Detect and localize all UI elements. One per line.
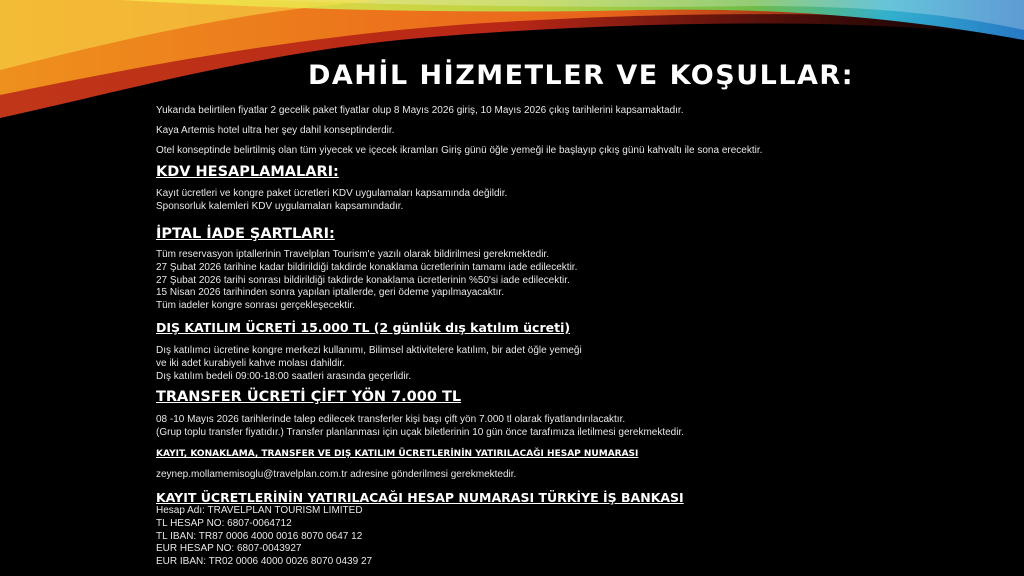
kdv-heading: KDV HESAPLAMALARI: <box>156 164 339 180</box>
banka-eur-iban: EUR IBAN: TR02 0006 4000 0026 8070 0439 27 <box>156 556 373 568</box>
iptal-line: Tüm iadeler kongre sonrası gerçekleşecektir. <box>156 300 355 312</box>
kdv-line: Sponsorluk kalemleri KDV uygulamaları kapsamındadır. <box>156 200 404 212</box>
yatirim-email-text: zeynep.mollamemisoglu@travelplan.com.tr adresine gönderilmesi gerekmektedir. <box>156 469 517 480</box>
yatirim-heading: KAYIT, KONAKLAMA, TRANSFER VE DIŞ KATILIM ÜCRETLERİNİN YATIRILACAĞI HESAP NUMARASI <box>156 449 639 459</box>
banka-details <box>156 505 372 569</box>
transfer-text <box>156 414 684 440</box>
banka-tl-iban: TL IBAN: TR87 0006 4000 0016 8070 0647 12 <box>156 530 363 542</box>
iptal-line: Tüm reservasyon iptallerinin Travelplan Tourism'e yazılı olarak bildirilmesi gerekmektedir. <box>156 249 549 260</box>
banka-tl-hesap-no: TL HESAP NO: 6807-0064712 <box>156 517 292 529</box>
transfer-line: (Grup toplu transfer fiyatıdır.) Transfer planlanması için uçak biletlerinin 10 gün önce tarafımıza iletilmesi gerekmektedir. <box>156 426 685 438</box>
iptal-text <box>156 249 577 313</box>
intro-paragraph-3: Otel konseptinde belirtilmiş olan tüm yiyecek ve içecek ikramları Giriş günü öğle yemeği ile başlayıp çıkış günü kahvaltı ile sona erecektir. <box>156 145 763 156</box>
banka-hesap-adi: Hesap Adı: TRAVELPLAN TOURISM LIMITED <box>156 505 363 516</box>
iptal-line: 27 Şubat 2026 tarihine kadar bildirildiği takdirde konaklama ücretlerinin tamamı iade edilecektir. <box>156 261 578 273</box>
dis-katilim-heading: DIŞ KATILIM ÜCRETİ 15.000 TL (2 günlük dış katılım ücreti) <box>156 320 571 335</box>
banka-eur-hesap-no: EUR HESAP NO: 6807-0043927 <box>156 543 302 555</box>
intro-paragraph-1: Yukarıda belirtilen fiyatlar 2 gecelik paket fiyatlar olup 8 Mayıs 2026 giriş, 10 Mayıs 2026 çıkış tarihlerini kapsamaktadır. <box>156 105 684 116</box>
iptal-line: 27 Şubat 2026 tarihi sonrası bildirildiği takdirde konaklama ücretlerinin %50'si iade edilecektir. <box>156 274 570 286</box>
dis-katilim-line: Dış katılımcı ücretine kongre merkezi kullanımı, Bilimsel aktivitelere katılım, bir adet öğle yemeği <box>156 345 582 356</box>
banka-heading: KAYIT ÜCRETLERİNİN YATIRILACAĞI HESAP NUMARASI TÜRKİYE İŞ BANKASI <box>156 490 684 505</box>
iptal-line: 15 Nisan 2026 tarihinden sonra yapılan iptallerde, geri ödeme yapılmayacaktır. <box>156 287 504 299</box>
dis-katilim-line: ve iki adet kurabiyeli kahve molası dahildir. <box>156 357 345 369</box>
transfer-heading: TRANSFER ÜCRETİ ÇİFT YÖN 7.000 TL <box>156 389 462 405</box>
intro-paragraph-2: Kaya Artemis hotel ultra her şey dahil konseptinderdir. <box>156 125 395 136</box>
kdv-text <box>156 188 507 214</box>
iptal-heading: İPTAL İADE ŞARTLARI: <box>156 226 335 242</box>
page-title: DAHİL HİZMETLER VE KOŞULLAR: <box>308 60 855 91</box>
dis-katilim-line: Dış katılım bedeli 09:00-18:00 saatleri arasında geçerlidir. <box>156 370 412 382</box>
transfer-line: 08 -10 Mayıs 2026 tarihlerinde talep edilecek transferler kişi başı çift yön 7.000 tl olarak fiyatlandırılacaktır. <box>156 414 626 425</box>
dis-katilim-text <box>156 345 582 383</box>
kdv-line: Kayıt ücretleri ve kongre paket ücretleri KDV uygulamaları kapsamında değildir. <box>156 188 508 199</box>
